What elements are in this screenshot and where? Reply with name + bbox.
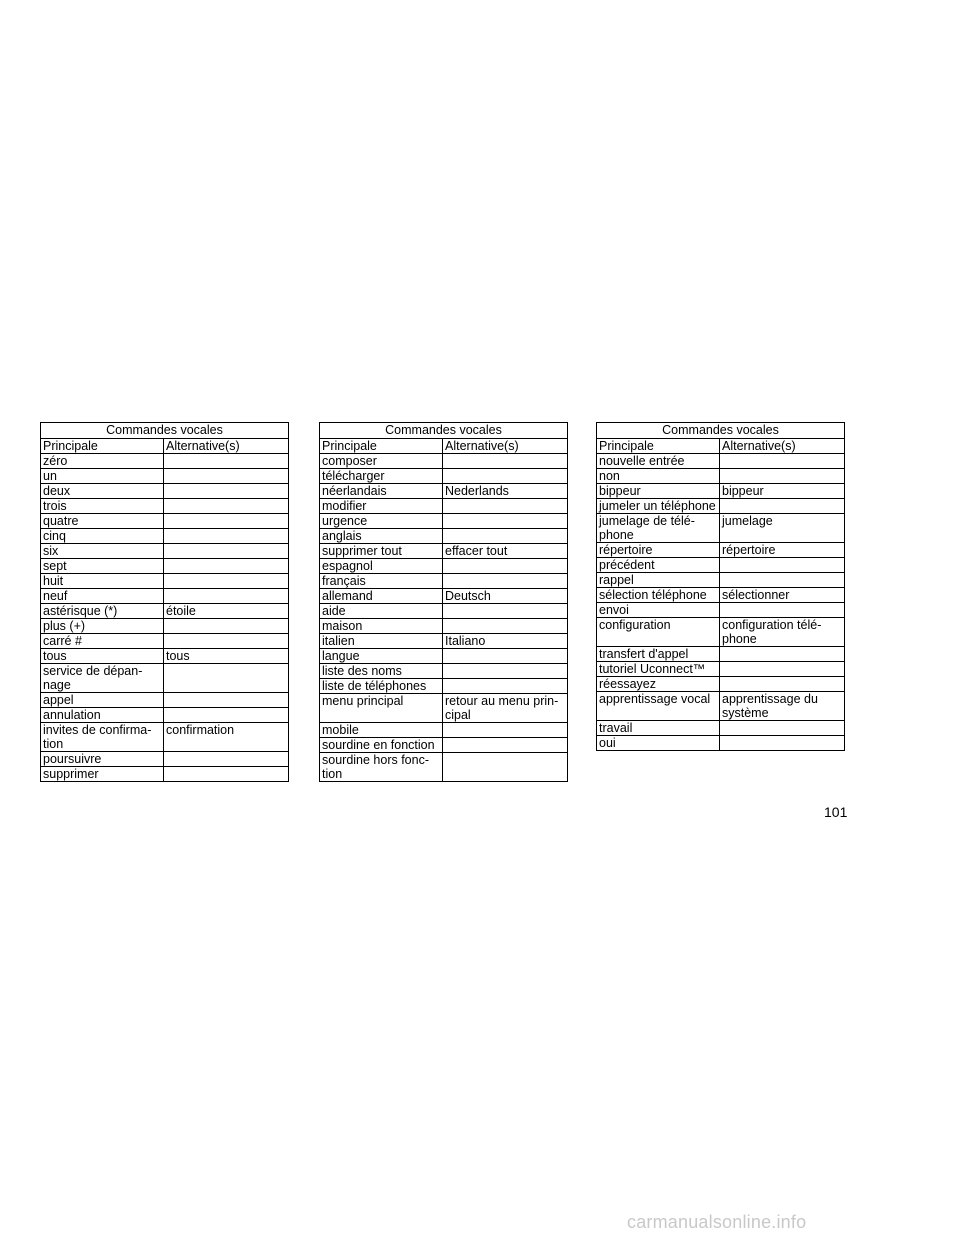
table-caption: Commandes vocales: [41, 423, 289, 439]
cell-principale: nouvelle entrée: [597, 454, 720, 469]
cell-principale: appel: [41, 693, 164, 708]
table-row: [41, 454, 289, 469]
cell-principale: anglais: [320, 529, 443, 544]
table-row: [320, 634, 568, 649]
cell-principale: quatre: [41, 514, 164, 529]
cell-alternative: confirmation: [164, 723, 289, 752]
cell-principale: un: [41, 469, 164, 484]
cell-principale: réessayez: [597, 677, 720, 692]
cell-principale: langue: [320, 649, 443, 664]
cell-alternative: [164, 529, 289, 544]
cell-principale: zéro: [41, 454, 164, 469]
cell-alternative: Nederlands: [443, 484, 568, 499]
column-header-alternatives: Alternative(s): [443, 439, 568, 454]
cell-alternative: [164, 589, 289, 604]
cell-alternative: [164, 484, 289, 499]
cell-principale: apprentissage vocal: [597, 692, 720, 721]
cell-principale: jumeler un téléphone: [597, 499, 720, 514]
table-body: [320, 454, 568, 782]
cell-alternative: [164, 574, 289, 589]
cell-alternative: apprentissage du système: [720, 692, 845, 721]
table-row: [41, 529, 289, 544]
cell-principale: huit: [41, 574, 164, 589]
cell-principale: sept: [41, 559, 164, 574]
table-row: [41, 664, 289, 693]
cell-principale: bippeur: [597, 484, 720, 499]
cell-alternative: [443, 753, 568, 782]
cell-alternative: [443, 529, 568, 544]
table-row: [320, 694, 568, 723]
cell-alternative: [443, 454, 568, 469]
cell-alternative: effacer tout: [443, 544, 568, 559]
table-row: [41, 574, 289, 589]
cell-alternative: [720, 736, 845, 751]
table-row: [597, 721, 845, 736]
cell-principale: trois: [41, 499, 164, 514]
cell-principale: précédent: [597, 558, 720, 573]
cell-alternative: [164, 544, 289, 559]
table-row: [597, 677, 845, 692]
column-header-alternatives: Alternative(s): [164, 439, 289, 454]
cell-alternative: [720, 603, 845, 618]
cell-alternative: [164, 752, 289, 767]
cell-alternative: [164, 469, 289, 484]
cell-principale: sourdine hors fonc- tion: [320, 753, 443, 782]
table-row: [41, 514, 289, 529]
table-row: [41, 634, 289, 649]
table-row: [41, 469, 289, 484]
table-row: [597, 484, 845, 499]
cell-principale: liste des noms: [320, 664, 443, 679]
cell-principale: aide: [320, 604, 443, 619]
table-row: [41, 708, 289, 723]
cell-alternative: tous: [164, 649, 289, 664]
cell-principale: invites de confirma- tion: [41, 723, 164, 752]
table-row: [41, 767, 289, 782]
cell-principale: espagnol: [320, 559, 443, 574]
cell-principale: rappel: [597, 573, 720, 588]
table-row: [597, 514, 845, 543]
table-row: [320, 529, 568, 544]
cell-alternative: bippeur: [720, 484, 845, 499]
cell-alternative: configuration télé- phone: [720, 618, 845, 647]
watermark: carmanualsonline.info: [627, 1212, 807, 1232]
cell-alternative: [443, 469, 568, 484]
cell-principale: non: [597, 469, 720, 484]
cell-alternative: [164, 499, 289, 514]
voice-commands-table-1: [40, 422, 289, 782]
cell-alternative: [443, 514, 568, 529]
cell-principale: sélection téléphone: [597, 588, 720, 603]
cell-alternative: retour au menu prin- cipal: [443, 694, 568, 723]
cell-alternative: [720, 454, 845, 469]
table-row: [320, 574, 568, 589]
table-row: [320, 679, 568, 694]
table-row: [41, 649, 289, 664]
table-row: [320, 723, 568, 738]
cell-principale: menu principal: [320, 694, 443, 723]
table-row: [320, 619, 568, 634]
cell-principale: composer: [320, 454, 443, 469]
cell-alternative: [720, 573, 845, 588]
cell-alternative: [443, 559, 568, 574]
table-row: [597, 603, 845, 618]
cell-principale: six: [41, 544, 164, 559]
column-header-principale: Principale: [41, 439, 164, 454]
cell-principale: envoi: [597, 603, 720, 618]
table-row: [320, 589, 568, 604]
table-caption: Commandes vocales: [320, 423, 568, 439]
page-number: 101: [824, 804, 848, 820]
cell-alternative: [164, 454, 289, 469]
cell-alternative: [443, 723, 568, 738]
cell-alternative: [164, 767, 289, 782]
table-row: [597, 736, 845, 751]
table-row: [41, 619, 289, 634]
table-row: [41, 693, 289, 708]
cell-principale: supprimer tout: [320, 544, 443, 559]
cell-principale: astérisque (*): [41, 604, 164, 619]
table-row: [320, 514, 568, 529]
cell-principale: italien: [320, 634, 443, 649]
table-row: [597, 469, 845, 484]
cell-alternative: [164, 708, 289, 723]
cell-principale: liste de téléphones: [320, 679, 443, 694]
table-row: [320, 753, 568, 782]
cell-alternative: étoile: [164, 604, 289, 619]
table-row: [597, 588, 845, 603]
cell-alternative: [720, 721, 845, 736]
cell-principale: service de dépan- nage: [41, 664, 164, 693]
cell-alternative: [443, 604, 568, 619]
cell-alternative: Italiano: [443, 634, 568, 649]
cell-principale: néerlandais: [320, 484, 443, 499]
cell-principale: allemand: [320, 589, 443, 604]
table-row: [41, 604, 289, 619]
table-row: [41, 484, 289, 499]
table-row: [41, 589, 289, 604]
cell-alternative: [164, 514, 289, 529]
table-row: [320, 544, 568, 559]
table-row: [597, 662, 845, 677]
table-row: [41, 752, 289, 767]
table-row: [320, 469, 568, 484]
cell-principale: plus (+): [41, 619, 164, 634]
table-row: [320, 738, 568, 753]
table-row: [41, 723, 289, 752]
table-row: [597, 573, 845, 588]
cell-alternative: [443, 499, 568, 514]
cell-alternative: [443, 679, 568, 694]
cell-principale: carré #: [41, 634, 164, 649]
cell-principale: maison: [320, 619, 443, 634]
column-header-alternatives: Alternative(s): [720, 439, 845, 454]
table-row: [597, 543, 845, 558]
column-header-principale: Principale: [320, 439, 443, 454]
cell-alternative: [720, 558, 845, 573]
cell-alternative: [164, 559, 289, 574]
table-row: [597, 499, 845, 514]
cell-alternative: [164, 634, 289, 649]
table-row: [41, 499, 289, 514]
table-row: [320, 484, 568, 499]
cell-principale: sourdine en fonction: [320, 738, 443, 753]
cell-principale: supprimer: [41, 767, 164, 782]
cell-alternative: [720, 469, 845, 484]
cell-alternative: [720, 647, 845, 662]
cell-principale: répertoire: [597, 543, 720, 558]
table-row: [320, 649, 568, 664]
table-row: [597, 454, 845, 469]
table-caption: Commandes vocales: [597, 423, 845, 439]
table-body: [597, 454, 845, 751]
cell-alternative: Deutsch: [443, 589, 568, 604]
table-row: [320, 604, 568, 619]
cell-principale: oui: [597, 736, 720, 751]
cell-principale: cinq: [41, 529, 164, 544]
cell-principale: jumelage de télé- phone: [597, 514, 720, 543]
voice-commands-table-2: [319, 422, 568, 782]
table-row: [41, 559, 289, 574]
cell-principale: français: [320, 574, 443, 589]
cell-alternative: [443, 738, 568, 753]
cell-principale: mobile: [320, 723, 443, 738]
table-body: [41, 454, 289, 782]
cell-principale: tutoriel Uconnect™: [597, 662, 720, 677]
voice-commands-table-3: [596, 422, 845, 751]
cell-alternative: [164, 693, 289, 708]
table-row: [320, 559, 568, 574]
cell-principale: annulation: [41, 708, 164, 723]
cell-alternative: [720, 662, 845, 677]
cell-alternative: jumelage: [720, 514, 845, 543]
cell-principale: neuf: [41, 589, 164, 604]
cell-alternative: [164, 664, 289, 693]
cell-alternative: [443, 574, 568, 589]
cell-principale: télécharger: [320, 469, 443, 484]
cell-alternative: [443, 664, 568, 679]
table-row: [597, 618, 845, 647]
cell-alternative: répertoire: [720, 543, 845, 558]
cell-principale: travail: [597, 721, 720, 736]
cell-principale: urgence: [320, 514, 443, 529]
table-row: [320, 664, 568, 679]
cell-alternative: [443, 649, 568, 664]
table-row: [597, 692, 845, 721]
cell-alternative: [443, 619, 568, 634]
cell-principale: deux: [41, 484, 164, 499]
cell-alternative: sélectionner: [720, 588, 845, 603]
cell-principale: configuration: [597, 618, 720, 647]
table-row: [41, 544, 289, 559]
cell-principale: poursuivre: [41, 752, 164, 767]
table-row: [597, 558, 845, 573]
cell-principale: tous: [41, 649, 164, 664]
table-row: [597, 647, 845, 662]
cell-principale: transfert d'appel: [597, 647, 720, 662]
cell-alternative: [164, 619, 289, 634]
cell-alternative: [720, 677, 845, 692]
cell-principale: modifier: [320, 499, 443, 514]
table-row: [320, 499, 568, 514]
cell-alternative: [720, 499, 845, 514]
column-header-principale: Principale: [597, 439, 720, 454]
table-row: [320, 454, 568, 469]
